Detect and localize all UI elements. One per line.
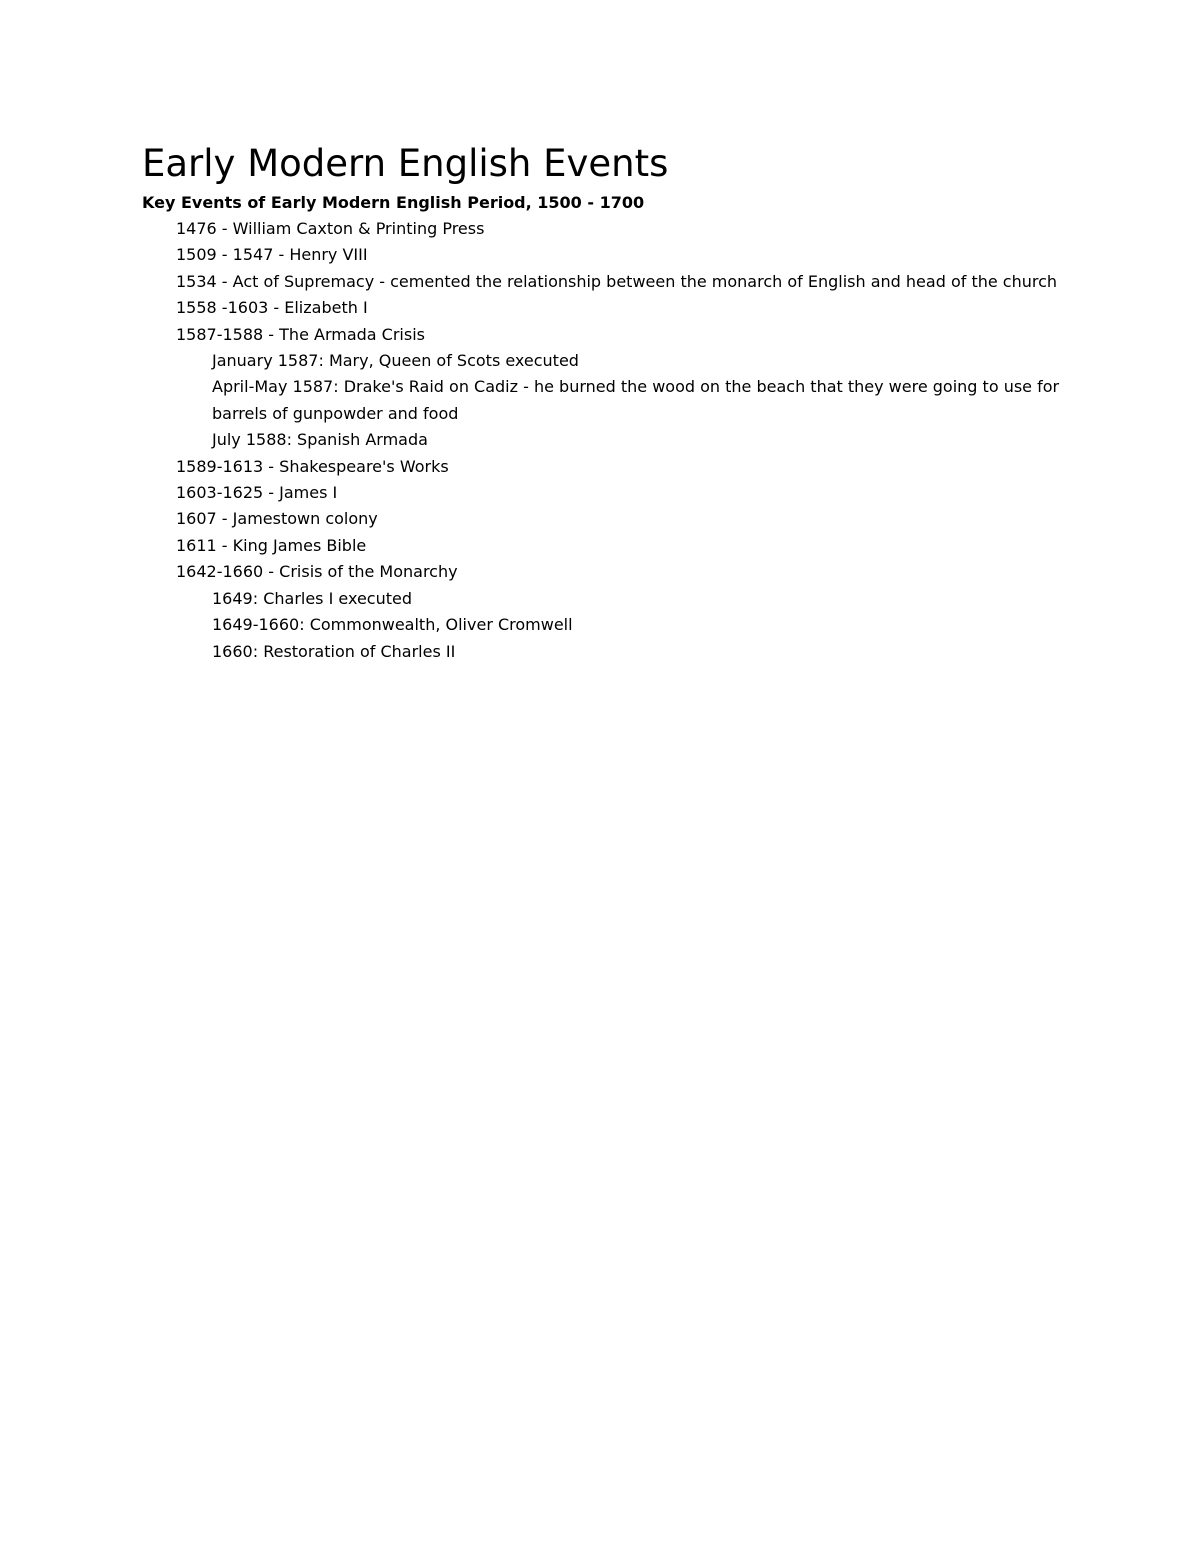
event-subitem: January 1587: Mary, Queen of Scots executed xyxy=(212,351,579,371)
event-item: 1587-1588 - The Armada Crisis xyxy=(176,324,425,344)
event-subitem: July 1588: Spanish Armada xyxy=(212,430,428,450)
document-subtitle: Key Events of Early Modern English Period, 1500 - 1700 xyxy=(142,193,645,212)
event-list xyxy=(142,216,1062,665)
event-item: 1476 - William Caxton & Printing Press xyxy=(176,219,485,238)
event-item: 1534 - Act of Supremacy - cemented the relationship between the monarch of English and head of the church xyxy=(176,271,1058,291)
event-item: 1589-1613 - Shakespeare's Works xyxy=(176,456,449,476)
event-item: 1509 - 1547 - Henry VIII xyxy=(176,245,368,265)
document-title: Early Modern English Events xyxy=(142,142,669,185)
event-item: 1642-1660 - Crisis of the Monarchy xyxy=(176,562,458,582)
event-item: 1558 -1603 - Elizabeth I xyxy=(176,298,368,318)
event-item: 1607 - Jamestown colony xyxy=(176,509,378,529)
event-subitem: 1660: Restoration of Charles II xyxy=(212,641,456,661)
event-item: 1603-1625 - James I xyxy=(176,483,338,503)
event-subitem: 1649: Charles I executed xyxy=(212,588,412,608)
document-page xyxy=(142,138,1062,665)
event-item: 1611 - King James Bible xyxy=(176,535,367,555)
event-subitem: 1649-1660: Commonwealth, Oliver Cromwell xyxy=(212,615,573,635)
event-subitem: April-May 1587: Drake's Raid on Cadiz - he burned the wood on the beach that they were going to use for barrels of gunpowder and food xyxy=(212,377,1060,423)
